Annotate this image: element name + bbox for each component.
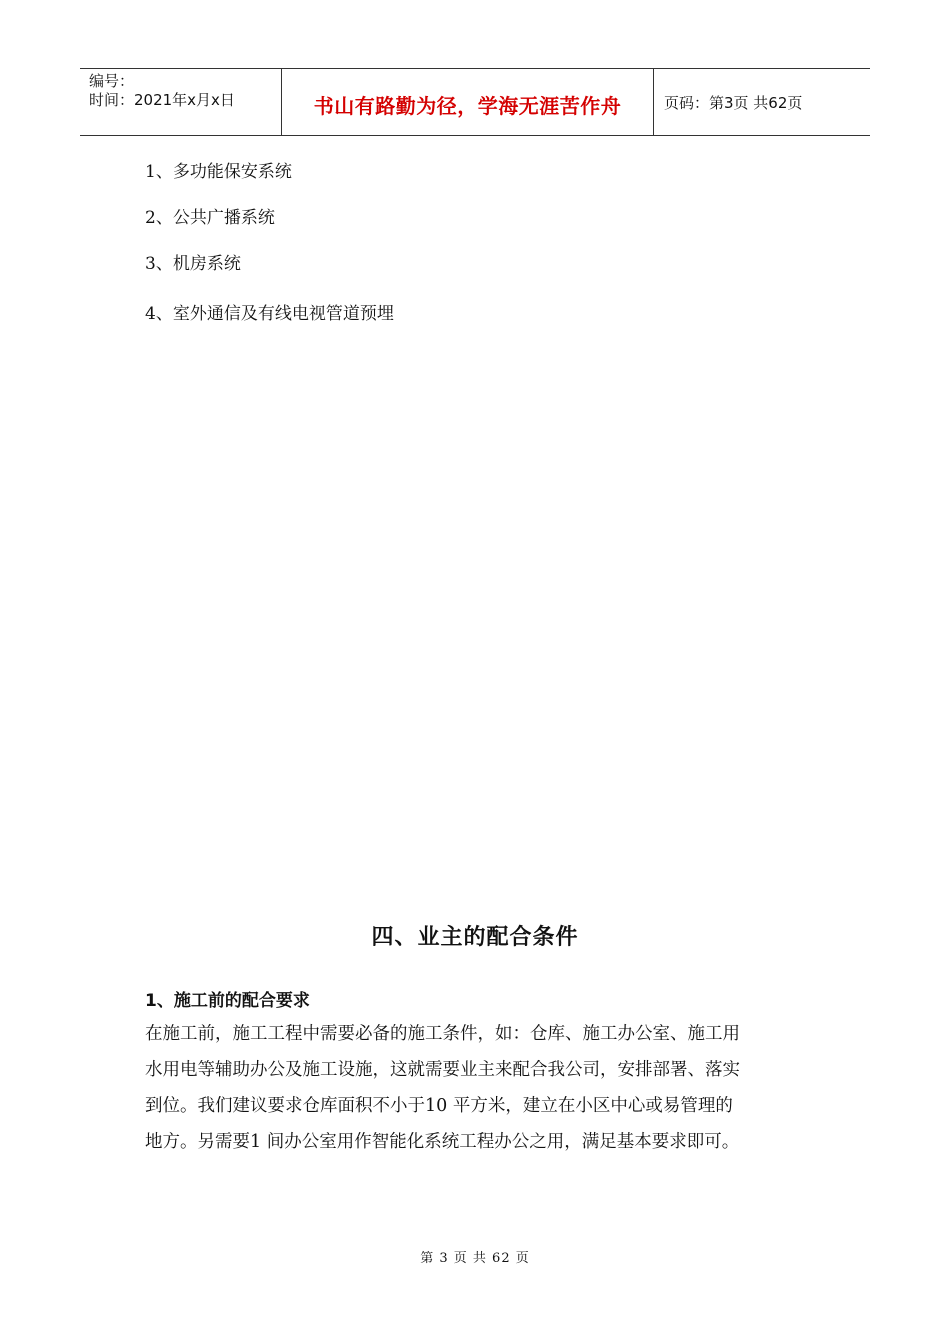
subsection-title: 1、施工前的配合要求	[145, 991, 310, 1011]
paragraph-line: 水用电等辅助办公及施工设施，这就需要业主来配合我公司，安排部署、落实	[145, 1060, 740, 1080]
list-item: 4、室外通信及有线电视管道预埋	[145, 304, 394, 324]
paragraph-line: 到位。我们建议要求仓库面积不小于10 平方米，建立在小区中心或易管理的	[145, 1096, 733, 1116]
page-info: 页码：第3页 共62页	[664, 93, 803, 112]
document-header	[80, 68, 870, 136]
page-footer: 第 3 页 共 62 页	[420, 1251, 530, 1266]
paragraph	[145, 1016, 810, 1160]
section-title: 四、业主的配合条件	[371, 925, 579, 950]
paragraph-line: 在施工前，施工工程中需要必备的施工条件，如：仓库、施工办公室、施工用	[145, 1024, 740, 1044]
list-item: 3、机房系统	[145, 254, 241, 274]
list-item: 2、公共广播系统	[145, 208, 275, 228]
motto-text: 书山有路勤为径，学海无涯苦作舟	[313, 93, 622, 118]
header-motto-cell	[282, 69, 654, 135]
paragraph-line: 地方。另需要1 间办公室用作智能化系统工程办公之用，满足基本要求即可。	[145, 1132, 740, 1152]
list-item: 1、多功能保安系统	[145, 162, 292, 182]
time-label: 时间：2021年x月x日	[89, 91, 235, 109]
code-label: 编号：	[89, 72, 135, 90]
header-page-cell	[654, 69, 870, 135]
header-meta-cell	[80, 69, 282, 135]
